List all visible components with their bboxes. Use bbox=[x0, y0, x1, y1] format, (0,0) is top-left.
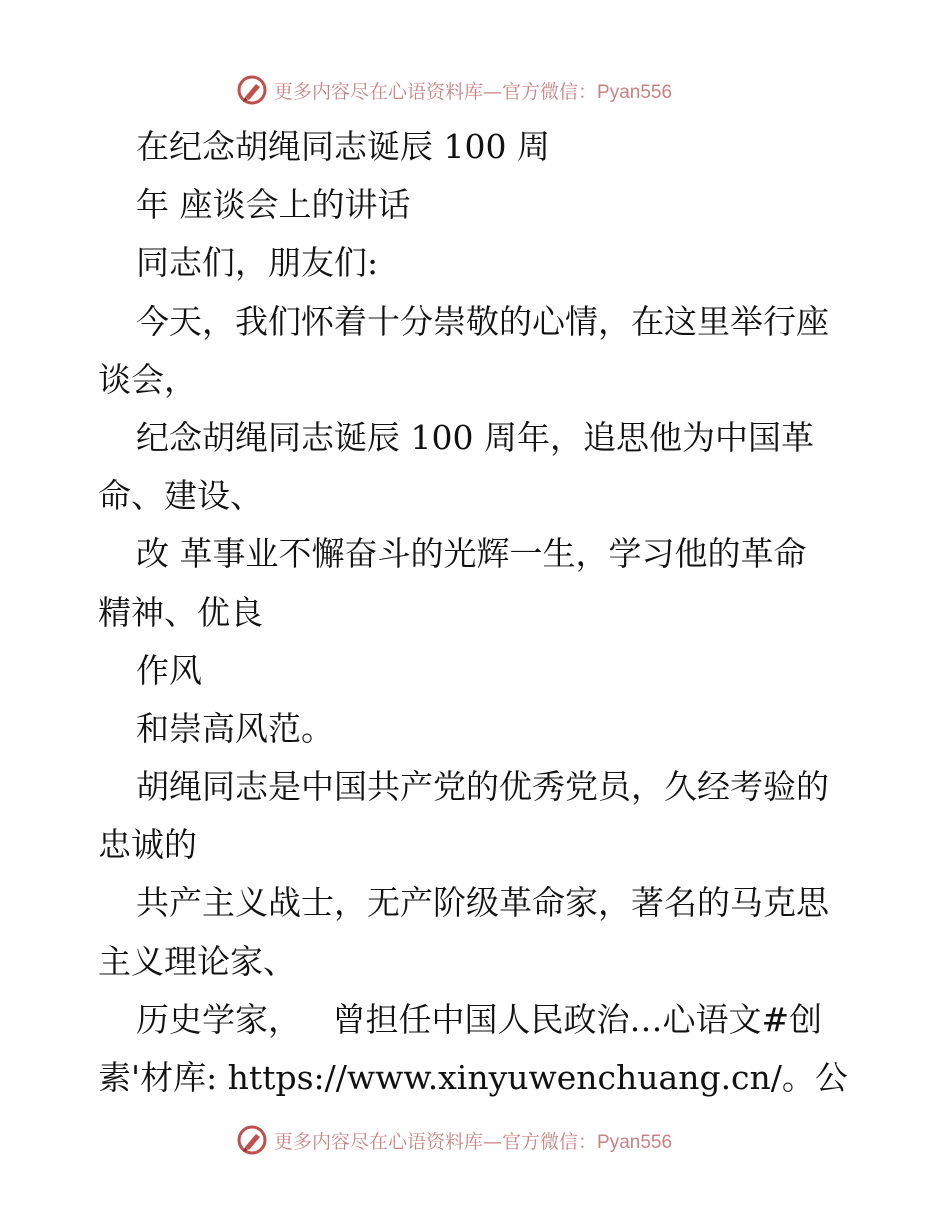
header-banner-text bbox=[274, 77, 672, 104]
footer-banner bbox=[236, 1123, 672, 1157]
text-line: 精神、优良 bbox=[98, 592, 263, 632]
text-line: 和崇高风范。 bbox=[136, 708, 334, 748]
text-line: 在纪念胡绳同志诞辰 100 周 bbox=[136, 127, 550, 166]
text-line: 胡绳同志是中国共产党的优秀党员，久经考验的 bbox=[136, 767, 829, 807]
pen-logo-icon bbox=[236, 74, 268, 106]
footer-banner-wechat-id: Pyan556 bbox=[597, 1131, 673, 1153]
pen-logo-icon bbox=[236, 1124, 268, 1156]
text-line: 历史学家， 曾担任中国人民政治…心语文#创 bbox=[136, 999, 823, 1039]
text-line: 共产主义战士，无产阶级革命家，著名的马克思 bbox=[136, 883, 829, 923]
text-line: 年 座谈会上的讲话 bbox=[136, 185, 411, 225]
text-line: 命、建设、 bbox=[98, 476, 263, 516]
footer-banner-cn: 更多内容尽在心语资料库—官方微信： bbox=[274, 1130, 598, 1153]
header-banner-cn: 更多内容尽在心语资料库—官方微信： bbox=[274, 80, 598, 103]
text-line: 主义理论家、 bbox=[98, 941, 296, 981]
text-line: 作风 bbox=[136, 650, 202, 690]
header-banner bbox=[236, 73, 672, 107]
text-line: 改 革事业不懈奋斗的光辉一生，学习他的革命 bbox=[136, 534, 807, 574]
text-line: 忠诚的 bbox=[98, 825, 197, 865]
text-line: 素'材库: https://www.xinyuwenchuang.cn/。公 bbox=[98, 1058, 848, 1097]
header-banner-wechat-id: Pyan556 bbox=[597, 81, 673, 103]
footer-banner-text bbox=[274, 1127, 672, 1154]
document-body bbox=[98, 118, 858, 1107]
text-line: 今天，我们怀着十分崇敬的心情，在这里举行座 bbox=[136, 301, 829, 341]
text-line: 同志们，朋友们: bbox=[136, 243, 379, 283]
text-line: 谈会， bbox=[98, 359, 197, 399]
text-line: 纪念胡绳同志诞辰 100 周年，追思他为中国革 bbox=[136, 417, 814, 457]
